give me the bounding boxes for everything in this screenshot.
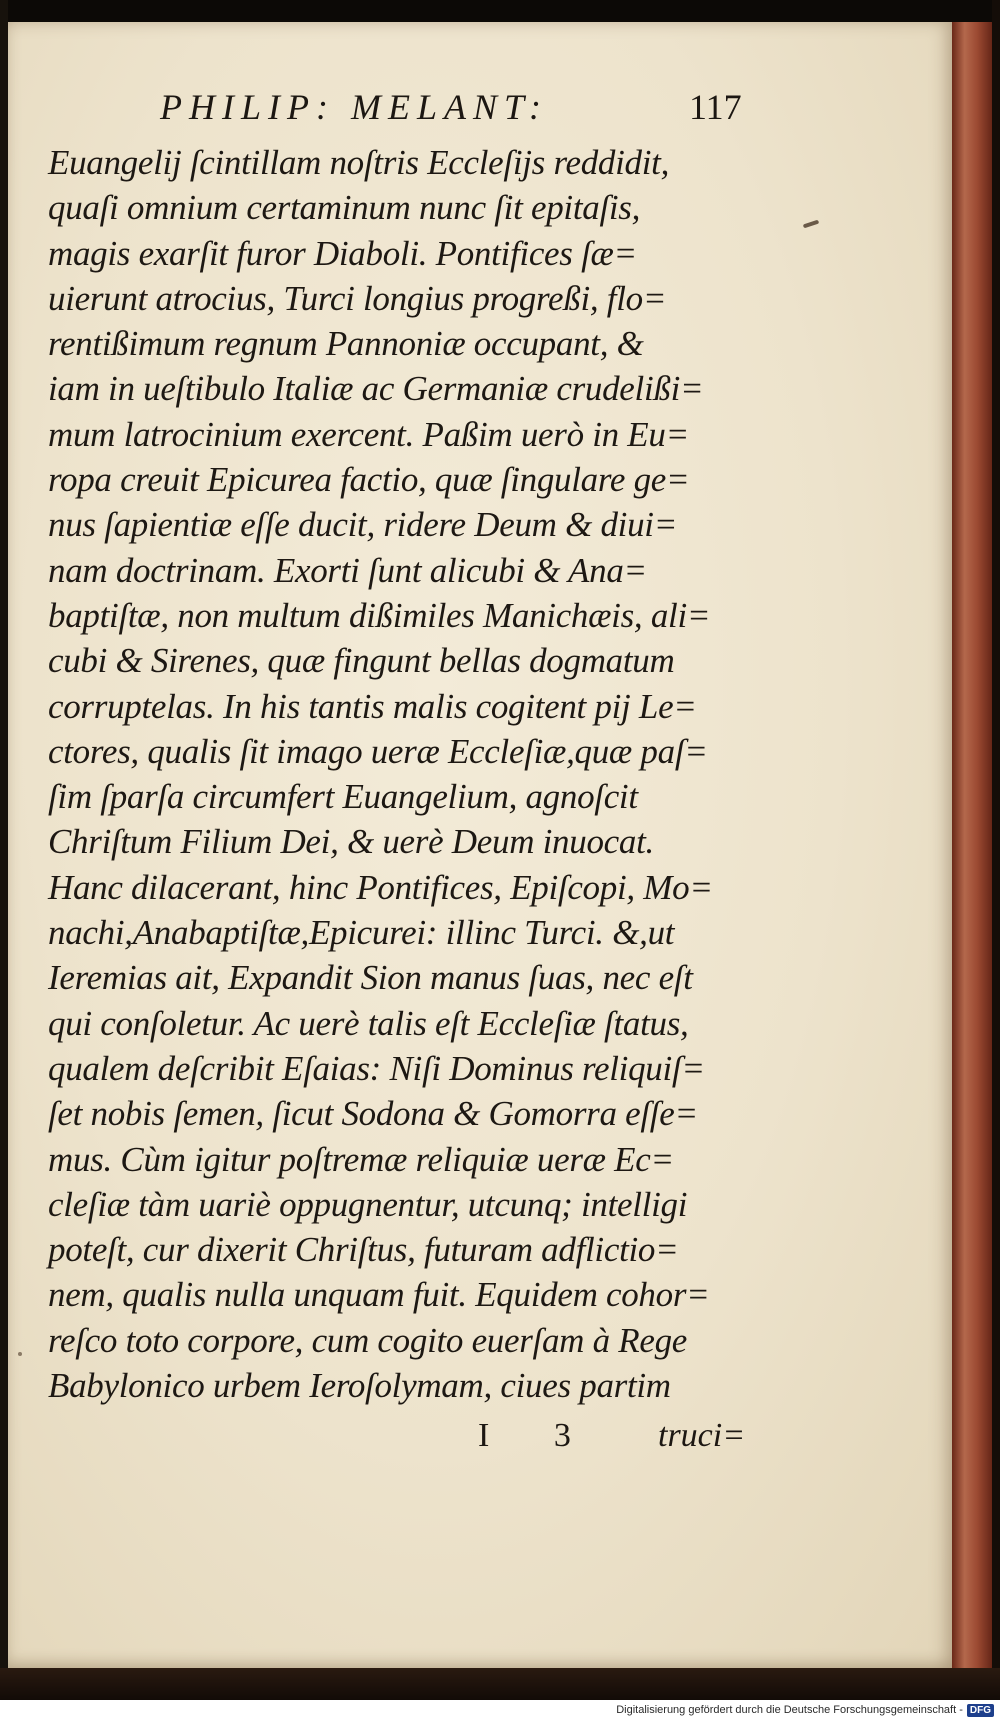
- text-line: Ieremias ait, Expandit Sion manus ſuas, nec eſt: [48, 958, 693, 998]
- text-line: cleſiæ tàm uariè oppugnentur, utcunq; intelligi: [48, 1184, 688, 1224]
- text-line: Euangelij ſcintillam noſtris Eccleſijs reddidit,: [48, 143, 670, 182]
- text-line: qui conſoletur. Ac uerè talis eſt Eccleſiæ ſtatus,: [48, 1003, 689, 1043]
- text-line: quaſi omnium certaminum nunc ſit epitaſis,: [48, 188, 641, 228]
- text-line: magis exarſit furor Diaboli. Pontifices ſæ=: [48, 233, 637, 273]
- book-page: [8, 22, 955, 1670]
- text-line: nachi,Anabaptiſtæ,Epicurei: illinc Turci. &,ut: [48, 913, 675, 953]
- scan-border-right: [992, 0, 1000, 1700]
- text-line: Hanc dilacerant, hinc Pontifices, Epiſcopi, Mo=: [48, 867, 713, 907]
- page-footer: [8, 1417, 955, 1467]
- body-text: [48, 140, 748, 1408]
- book-cover-edge: [952, 22, 994, 1672]
- funding-credit: [616, 1701, 994, 1719]
- text-line: iam in ueſtibulo Italiæ ac Germaniæ crudelißi=: [48, 369, 704, 409]
- ink-speck: [803, 220, 819, 229]
- scan-border-left: [0, 0, 8, 1700]
- ink-speck: [18, 1352, 22, 1356]
- page-header: [8, 86, 955, 136]
- text-line: nam doctrinam. Exorti ſunt alicubi & Ana=: [48, 550, 647, 590]
- text-line: uierunt atrocius, Turci longius progreßi, flo=: [48, 278, 667, 318]
- page-number: 117: [689, 87, 742, 127]
- text-line: poteſt, cur dixerit Chriſtus, futuram adflictio=: [48, 1230, 679, 1270]
- text-line: nus ſapientiæ eſſe ducit, ridere Deum & diui=: [48, 505, 678, 545]
- scan-border-top: [0, 0, 1000, 22]
- text-line: ſim ſparſa circumfert Euangelium, agnoſcit: [48, 777, 638, 817]
- text-line: reſco toto corpore, cum cogito euerſam à Rege: [48, 1320, 688, 1360]
- catchword: truci=: [658, 1417, 746, 1454]
- text-line: ſet nobis ſemen, ſicut Sodona & Gomorra eſſe=: [48, 1094, 698, 1134]
- text-line: rentißimum regnum Pannoniæ occupant, &: [48, 324, 644, 364]
- text-line: nem, qualis nulla unquam fuit. Equidem cohor=: [48, 1275, 710, 1315]
- scan-border-bottom: [0, 1668, 1000, 1700]
- credit-text: Digitalisierung gefördert durch die Deutsche Forschungsgemeinschaft -: [616, 1704, 963, 1716]
- running-head: PHILIP: MELANT:: [160, 87, 548, 127]
- text-line: cubi & Sirenes, quæ fingunt bellas dogmatum: [48, 641, 675, 681]
- signature-mark: I 3: [478, 1417, 599, 1454]
- text-line: ropa creuit Epicurea factio, quæ ſingulare ge=: [48, 460, 690, 500]
- text-line: Babylonico urbem Ieroſolymam, ciues partim: [48, 1366, 671, 1406]
- dfg-logo: DFG: [967, 1704, 994, 1717]
- text-line: ctores, qualis ſit imago ueræ Eccleſiæ,quæ paſ=: [48, 731, 708, 771]
- text-line: Chriſtum Filium Dei, & uerè Deum inuocat.: [48, 822, 654, 862]
- text-line: baptiſtæ, non multum dißimiles Manichæis, ali=: [48, 595, 711, 635]
- text-line: mus. Cùm igitur poſtremæ reliquiæ ueræ Ec=: [48, 1139, 674, 1179]
- text-line: mum latrocinium exercent. Paßim uerò in Eu=: [48, 414, 689, 454]
- text-line: qualem deſcribit Eſaias: Niſi Dominus reliquiſ=: [48, 1048, 705, 1088]
- text-line: corruptelas. In his tantis malis cogitent pij Le=: [48, 686, 697, 726]
